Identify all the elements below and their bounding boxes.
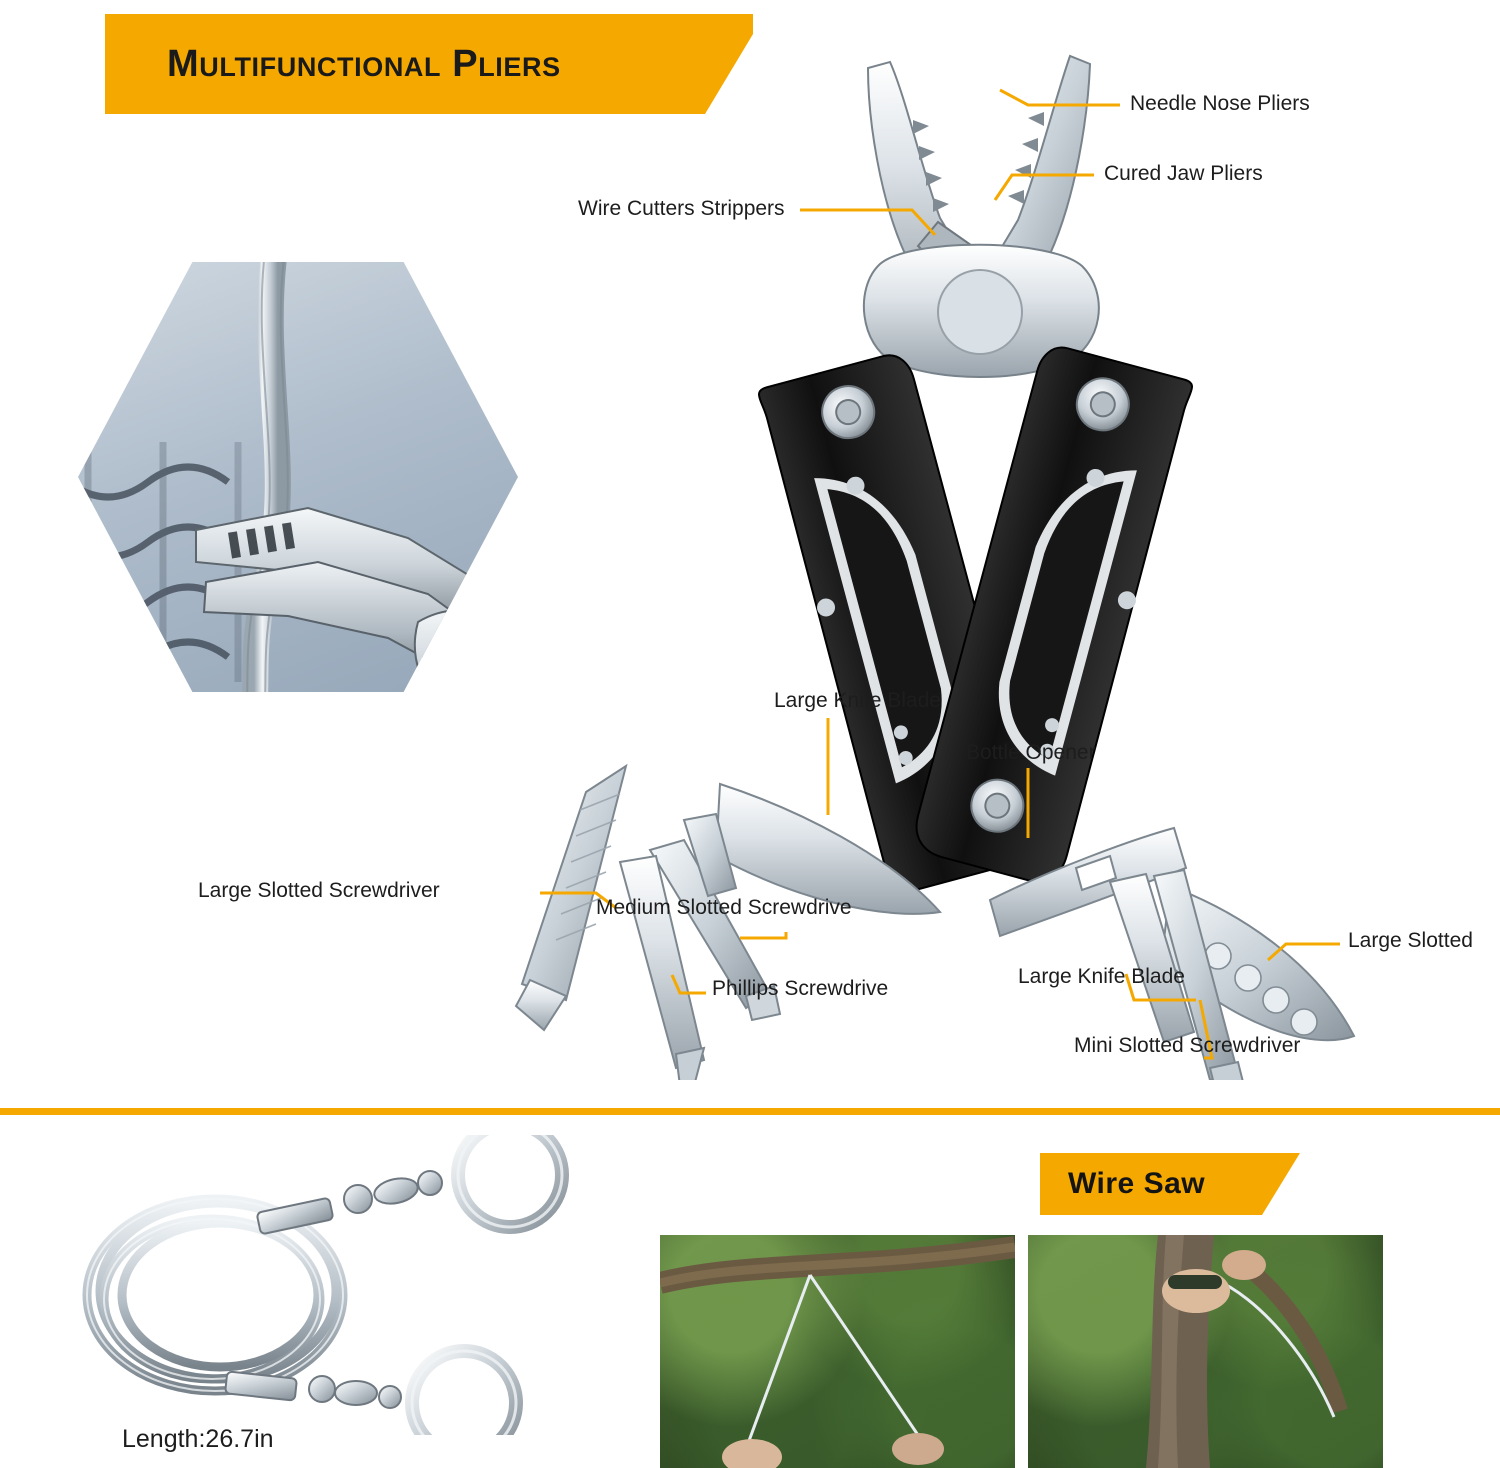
wire-saw-length-label: Length:26.7in — [122, 1425, 274, 1453]
branch-cutting-graphic-1 — [660, 1235, 1015, 1468]
page-title: Multifunctional Pliers — [167, 42, 561, 85]
pliers-closeup-graphic — [188, 412, 518, 692]
wire-saw-title: Wire Saw — [1068, 1167, 1206, 1200]
callout-phillips-screwdrive: Phillips Screwdrive — [712, 977, 889, 1000]
plier-jaws — [864, 56, 1099, 377]
callout-mini-slotted-screwdriver: Mini Slotted Screwdriver — [1074, 1034, 1301, 1057]
wire-saw-illustration — [40, 1135, 640, 1435]
tree-sawing-graphic-2 — [1028, 1235, 1383, 1468]
section-divider — [0, 1108, 1500, 1115]
callout-medium-slotted-screwdrive: Medium Slotted Screwdrive — [596, 896, 852, 919]
callout-large-slotted: Large Slotted — [1348, 929, 1473, 952]
wire-saw-usage-photo-2 — [1028, 1235, 1383, 1468]
wire-cutting-photo — [78, 262, 518, 692]
wire-saw-usage-photo-1 — [660, 1235, 1015, 1468]
wire-saw-title-banner — [1040, 1153, 1300, 1215]
callout-cured-jaw-pliers: Cured Jaw Pliers — [1104, 162, 1263, 185]
callout-wire-cutters-strippers: Wire Cutters Strippers — [578, 197, 785, 220]
callout-needle-nose-pliers: Needle Nose Pliers — [1130, 92, 1310, 115]
callout-large-knife-blade-right: Large Knife Blade — [1018, 965, 1185, 988]
wire-saw-top-ring — [257, 1135, 562, 1234]
callout-bottle-opener: Bottle Opener — [966, 741, 1096, 764]
large-slotted-screwdriver-tool — [522, 766, 626, 1000]
wire-saw-section — [0, 1115, 1500, 1468]
callout-large-slotted-screwdriver: Large Slotted Screwdriver — [198, 879, 440, 902]
callout-large-knife-blade-left: Large Knife Blade — [774, 689, 941, 712]
